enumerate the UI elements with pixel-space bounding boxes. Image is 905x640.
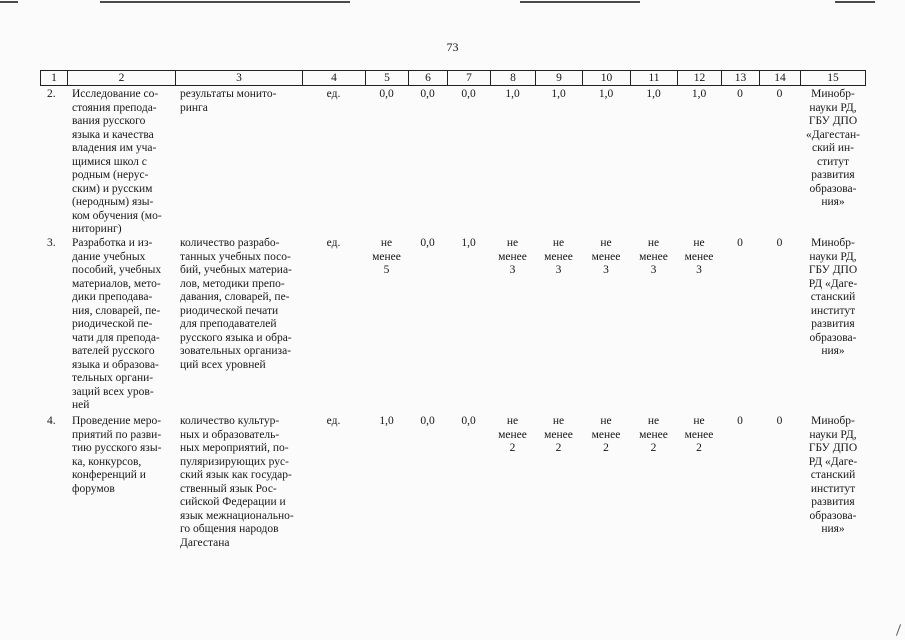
value-cell-14: 0 [776, 88, 783, 100]
indicator-cell: количество культур- ных и образователь- ных мероприятий, по- пуляризирующих рус- ский язык как государ- ственный язык Рос- сийской Федерации и язык межнационально- го общения народов Дагестана [180, 415, 294, 549]
column-header-15: 15 [800, 71, 866, 85]
column-header-9: 9 [535, 71, 582, 85]
page-number: 73 [446, 40, 459, 54]
executor-cell: Минобр- науки РД, ГБУ ДПО РД «Даге- станский институт развития образова- ния» [808, 237, 858, 357]
value-cell-13: 0 [737, 415, 743, 427]
indicator-cell: результаты монито- ринга [180, 88, 277, 114]
value-cell-6: 0,0 [420, 88, 435, 100]
column-header-12: 12 [677, 71, 721, 85]
value-cell-5: 1,0 [379, 415, 394, 427]
column-header-8: 8 [490, 71, 535, 85]
value-cell-13: 0 [737, 88, 743, 100]
column-header-7: 7 [447, 71, 490, 85]
scan-edge-line [520, 1, 640, 3]
row-number-cell: 4. [47, 415, 56, 427]
value-cell-12: 1,0 [691, 88, 707, 100]
value-cell-10: не менее 2 [591, 415, 621, 454]
column-header-4: 4 [302, 71, 365, 85]
value-cell-6: 0,0 [420, 237, 435, 249]
value-cell-14: 0 [776, 415, 783, 427]
event-cell: Исследование со- стояния препода- вания русского языка и качества владения им уча- щимися школ с родным (нерус- ским) и русским (неродным) язы- ком обучения (мо- ниторинг) [72, 88, 162, 235]
scan-edge-line [835, 1, 875, 3]
unit-cell: ед. [326, 237, 341, 249]
value-cell-8: не менее 3 [498, 237, 527, 276]
row-number-cell: 3. [47, 237, 56, 249]
column-header-13: 13 [721, 71, 759, 85]
value-cell-7: 0,0 [461, 415, 476, 427]
unit-cell: ед. [326, 415, 341, 427]
value-cell-12: не менее 3 [684, 237, 714, 276]
event-cell: Разработка и из- дание учебных пособий, учебных материалов, мето- дики преподава- ния, словарей, пе- риодической пе- чати для препода- вателей русского языка и образова- тельных органи- заций всех уров- ней [72, 237, 162, 411]
scan-edge-line [100, 1, 350, 3]
value-cell-14: 0 [776, 237, 783, 249]
value-cell-12: не менее 2 [684, 415, 714, 454]
value-cell-8: не менее 2 [498, 415, 527, 454]
column-header-3: 3 [175, 71, 302, 85]
row-number-cell: 2. [47, 88, 56, 100]
column-header-6: 6 [408, 71, 447, 85]
column-header-11: 11 [630, 71, 677, 85]
value-cell-10: 1,0 [598, 88, 614, 100]
column-header-2: 2 [67, 71, 175, 85]
value-cell-10: не менее 3 [591, 237, 621, 276]
value-cell-5: не менее 5 [372, 237, 401, 276]
executor-cell: Минобр- науки РД, ГБУ ДПО РД «Даге- станский институт развития образова- ния» [808, 415, 858, 535]
value-cell-6: 0,0 [420, 415, 435, 427]
value-cell-9: 1,0 [551, 88, 566, 100]
value-cell-7: 1,0 [461, 237, 476, 249]
column-header-1: 1 [40, 71, 67, 85]
table-row [40, 415, 866, 550]
unit-cell: ед. [326, 88, 341, 100]
indicator-cell: количество разрабо- танных учебных посо- бий, учебных материа- лов, методики препо- давания, словарей, пе- риодической печати для преподавателей русского языка и обра- зовательных организа- ций всех уровней [180, 237, 292, 371]
column-header-10: 10 [582, 71, 630, 85]
scan-corner-mark [896, 624, 901, 636]
value-cell-7: 0,0 [461, 88, 476, 100]
value-cell-13: 0 [737, 237, 743, 249]
column-header-14: 14 [759, 71, 800, 85]
scan-edge-line [0, 1, 18, 3]
value-cell-11: не менее 3 [639, 237, 668, 276]
column-header-5: 5 [365, 71, 408, 85]
table-row [40, 237, 866, 413]
value-cell-8: 1,0 [505, 88, 520, 100]
table-row [40, 88, 866, 237]
executor-cell: Минобр- науки РД, ГБУ ДПО «Дагестан- ский ин- ститут развития образова- ния» [805, 88, 860, 208]
value-cell-9: не менее 3 [544, 237, 573, 276]
value-cell-11: не менее 2 [639, 415, 668, 454]
value-cell-11: 1,0 [646, 88, 661, 100]
table-header-row [40, 70, 866, 86]
value-cell-9: не менее 2 [544, 415, 573, 454]
value-cell-5: 0,0 [379, 88, 394, 100]
event-cell: Проведение меро- приятий по разви- тию русского язы- ка, конкурсов, конференций и форумов [72, 415, 162, 495]
